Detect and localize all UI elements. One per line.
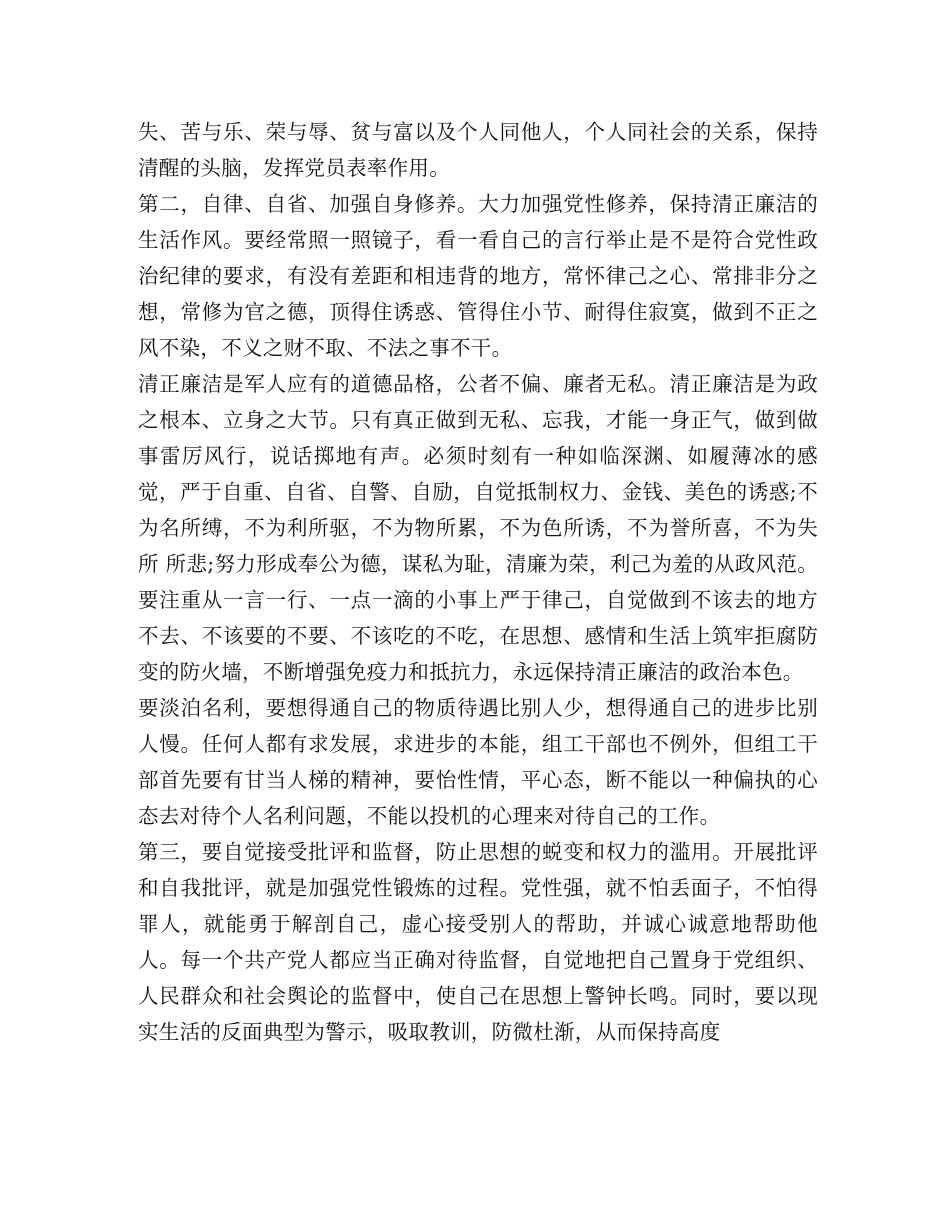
document-page bbox=[138, 114, 818, 1050]
paragraph-continuation: 失、苦与乐、荣与辱、贫与富以及个人同他人，个人同社会的关系，保持清醒的头脑，发挥党员表率作用。 bbox=[138, 120, 818, 180]
paragraph-third-point: 第三，要自觉接受批评和监督，防止思想的蜕变和权力的滥用。开展批评和自我批评，就是加强党性锻炼的过程。党性强，就不怕丢面子，不怕得罪人，就能勇于解剖自己，虚心接受别人的帮助，并诚心诚意地帮助他人。每一个共产党人都应当正确对待监督，自觉地把自己置身于党组织、人民群众和社会舆论的监督中，使自己在思想上警钟长鸣。同时，要以现实生活的反面典型为警示，吸取教训，防微杜渐，从而保持高度 bbox=[138, 840, 818, 1044]
paragraph-integrity: 清正廉洁是军人应有的道德品格，公者不偏、廉者无私。清正廉洁是为政之根本、立身之大节。只有真正做到无私、忘我，才能一身正气，做到做事雷厉风行，说话掷地有声。必须时刻有一种如临深渊、如履薄冰的感觉，严于自重、自省、自警、自励，自觉抵制权力、金钱、美色的诱惑;不为名所缚，不为利所驱，不为物所累，不为色所诱，不为誉所喜，不为失所 所悲;努力形成奉公为德，谋私为耻，清廉为荣，利己为羞的从政风范。要注重从一言一行、一点一滴的小事上严于律己，自觉做到不该去的地方不去、不该要的不要、不该吃的不吃，在思想、感情和生活上筑牢拒腐防变的防火墙，不断增强免疫力和抵抗力，永远保持清正廉洁的政治本色。 bbox=[138, 372, 818, 684]
paragraph-second-point: 第二，自律、自省、加强自身修养。大力加强党性修养，保持清正廉洁的生活作风。要经常照一照镜子，看一看自己的言行举止是不是符合党性政治纪律的要求，有没有差距和相违背的地方，常怀律己之心、常排非分之想，常修为官之德，顶得住诱惑、管得住小节、耐得住寂寞，做到不正之风不染，不义之财不取、不法之事不干。 bbox=[138, 192, 818, 360]
paragraph-fame-and-gain: 要淡泊名利，要想得通自己的物质待遇比别人少，想得通自己的进步比别人慢。任何人都有求发展，求进步的本能，组工干部也不例外，但组工干部首先要有甘当人梯的精神，要怡性情，平心态，断不能以一种偏执的心态去对待个人名利问题，不能以投机的心理来对待自己的工作。 bbox=[138, 696, 818, 828]
